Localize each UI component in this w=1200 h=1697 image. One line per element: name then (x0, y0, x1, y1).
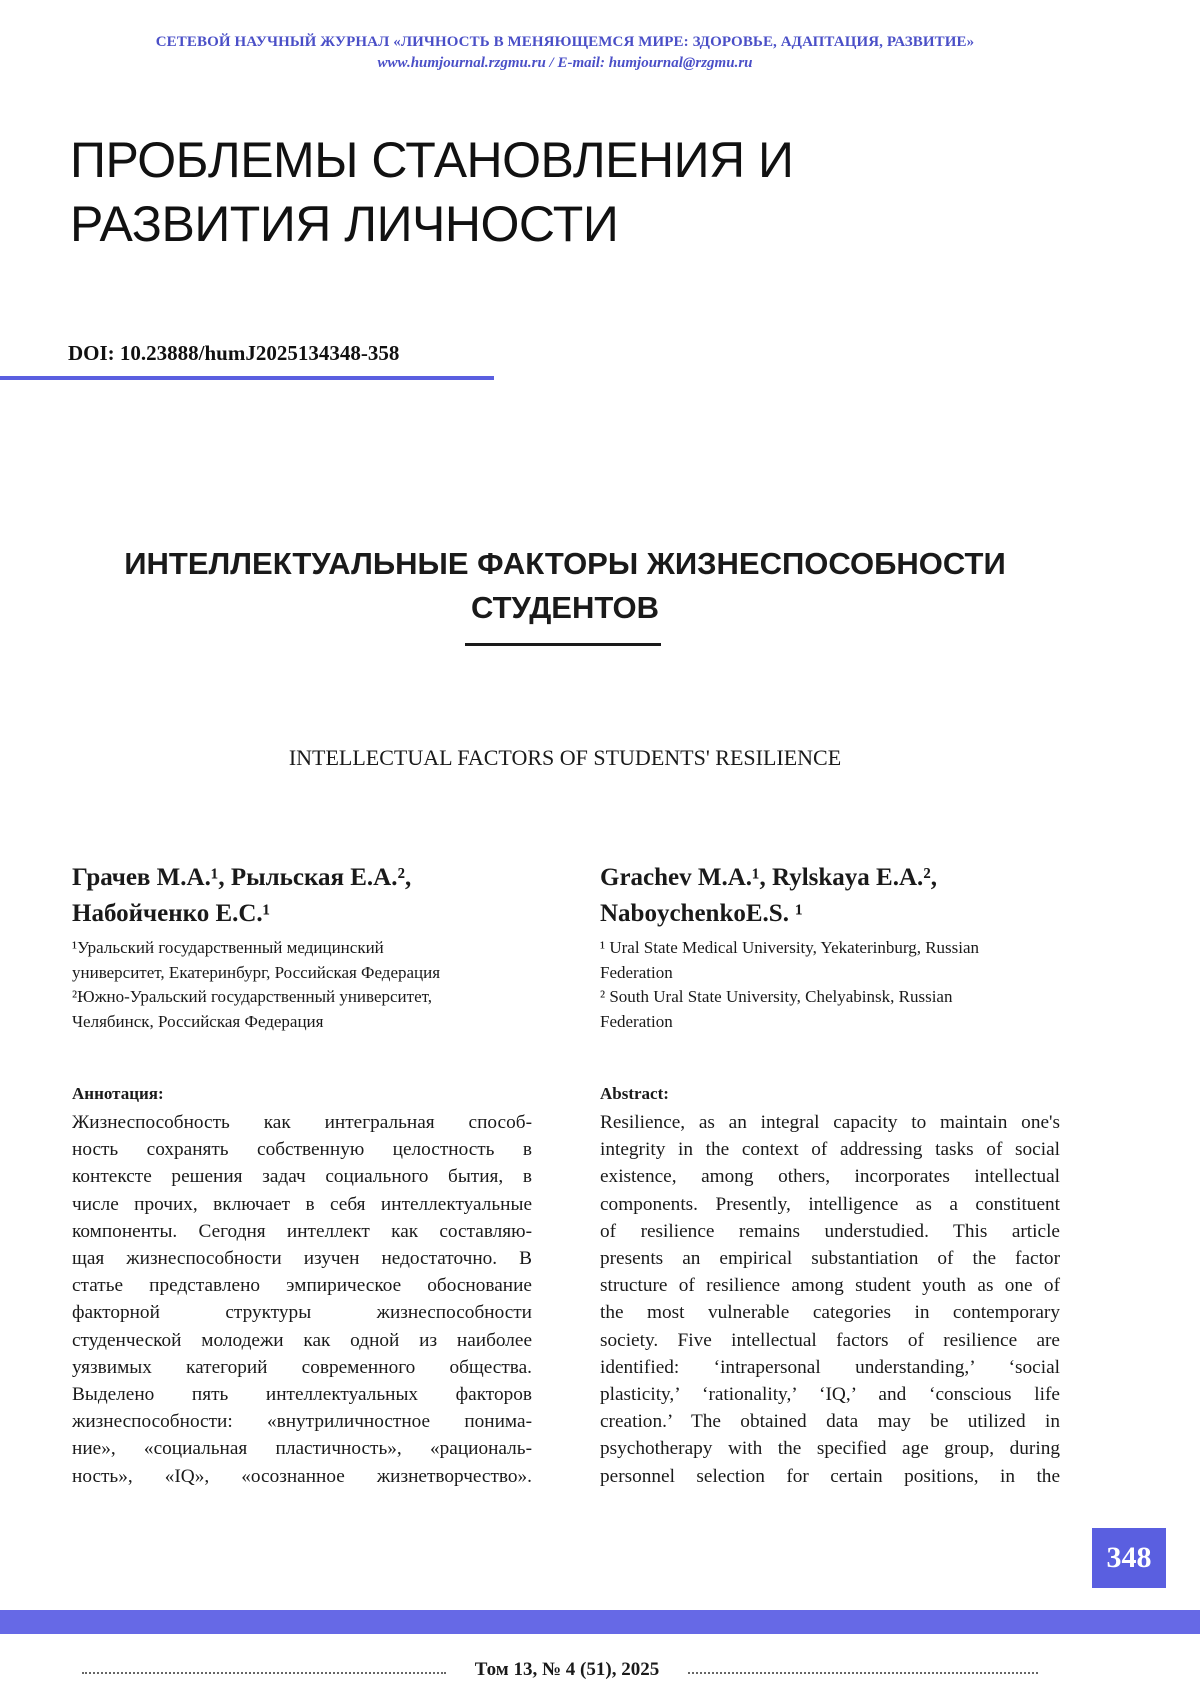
abstract-en-line: personnel selection for certain positions, in the (600, 1465, 1060, 1487)
footer-band (0, 1610, 1200, 1634)
abstract-ru-body (72, 1109, 532, 1490)
abstract-en-heading: Abstract: (600, 1084, 669, 1103)
authors-ru (72, 860, 532, 932)
authors-en-block (600, 860, 1060, 1034)
title-divider (465, 643, 661, 646)
doi[interactable]: DOI: 10.23888/humJ2025134348-358 (68, 341, 400, 365)
affiliation-line: Federation (600, 1011, 673, 1031)
article-title (60, 542, 1070, 630)
journal-title: СЕТЕВОЙ НАУЧНЫЙ ЖУРНАЛ «ЛИЧНОСТЬ В МЕНЯЮЩЕМСЯ МИРЕ: ЗДОРОВЬЕ, АДАПТАЦИЯ, РАЗВИТИЕ» (155, 34, 975, 50)
abstract-en-line: integrity in the context of addressing tasks of social (600, 1139, 1060, 1161)
section-title-line: РАЗВИТИЯ ЛИЧНОСТИ (70, 196, 619, 252)
affiliation-line: ²Южно-Уральский государственный университет, (72, 987, 433, 1006)
section-title (70, 128, 970, 256)
abstract-en-line: society. Five intellectual factors of resilience are (600, 1329, 1060, 1351)
abstract-ru-line: статье представлено эмпирическое обоснование (72, 1275, 532, 1297)
abstract-ru-line: ние», «социальная пластичность», «рациональ- (72, 1438, 532, 1460)
abstract-en-line: the most vulnerable categories in contemporary (600, 1302, 1060, 1324)
section-title-line: ПРОБЛЕМЫ СТАНОВЛЕНИЯ И (70, 132, 794, 188)
abstract-ru-line: ность сохранять собственную целостность в (72, 1139, 532, 1161)
affiliation-line: университет, Екатеринбург, Российская Федерация (72, 962, 441, 982)
abstract-en-line: creation.’ The obtained data may be utilized in (600, 1411, 1060, 1433)
abstract-en-line: structure of resilience among student youth as one of (600, 1275, 1060, 1297)
affiliation-line: Federation (600, 962, 673, 982)
abstract-ru-line: Жизнеспособность как интегральная способ- (72, 1112, 532, 1133)
english-title: INTELLECTUAL FACTORS OF STUDENTS' RESILIENCE (288, 745, 842, 770)
abstract-en-line: plasticity,’ ‘rationality,’ ‘IQ,’ and ‘conscious life (600, 1384, 1060, 1406)
authors-en-line: Grachev M.A.¹, Rylskaya E.A.², (600, 864, 938, 891)
article-title-line: ИНТЕЛЛЕКТУАЛЬНЫЕ ФАКТОРЫ ЖИЗНЕСПОСОБНОСТИ (124, 546, 1006, 581)
affiliations-en (600, 936, 1060, 1034)
affiliations-ru (72, 936, 532, 1034)
abstract-en-line: components. Presently, intelligence as a constituent (600, 1193, 1060, 1215)
affiliation-line: ¹Уральский государственный медицинский (72, 938, 384, 957)
abstract-ru-line: Выделено пять интеллектуальных факторов (72, 1384, 532, 1406)
affiliation-line: ² South Ural State University, Chelyabinsk, Russian (600, 987, 953, 1006)
abstract-ru-line: ность», «IQ», «осознанное жизнетворчество». (72, 1465, 532, 1487)
journal-contacts[interactable]: www.humjournal.rzgmu.ru / E-mail: humjournal@rzgmu.ru (377, 55, 753, 71)
authors-ru-line: Грачев М.А.¹, Рыльская Е.А.², (72, 864, 412, 891)
abstract-ru-line: щая жизнеспособности изучен недостаточно. В (72, 1248, 532, 1270)
article-title-line: СТУДЕНТОВ (470, 590, 660, 625)
authors-en-line: NaboychenkoE.S. ¹ (600, 900, 803, 927)
authors-ru-line: Набойченко Е.С.¹ (72, 900, 271, 927)
abstract-ru-heading: Аннотация: (72, 1084, 164, 1103)
affiliation-line: Челябинск, Российская Федерация (72, 1011, 324, 1031)
abstract-ru-line: числе прочих, включает в себя интеллектуальные (72, 1193, 532, 1215)
abstract-ru-line: жизнеспособности: «внутриличностное понима- (72, 1411, 532, 1433)
abstract-ru-line: компоненты. Сегодня интеллект как составляю- (72, 1220, 532, 1242)
abstract-en-line: of resilience remains understudied. This article (600, 1220, 1060, 1242)
abstract-en-line: existence, among others, incorporates intellectual (600, 1166, 1060, 1188)
footer-dotted-line-left (82, 1672, 446, 1674)
abstract-en-line: presents an empirical substantiation of the factor (600, 1248, 1060, 1270)
abstract-en-body (600, 1109, 1060, 1490)
issue-info: Том 13, № 4 (51), 2025 (474, 1659, 660, 1680)
abstract-ru-line: факторной структуры жизнеспособности (72, 1302, 532, 1324)
authors-ru-block (72, 860, 532, 1034)
abstract-ru-line: контексте решения задач социального бытия, в (72, 1166, 532, 1188)
abstract-ru-line: студенческой молодежи как одной из наиболее (72, 1329, 532, 1351)
abstract-en-line: psychotherapy with the specified age group, during (600, 1438, 1060, 1460)
doi-underline (0, 376, 494, 380)
authors-en (600, 860, 1060, 932)
abstract-en-line: identified: ‘intrapersonal understanding,’ ‘social (600, 1356, 1060, 1378)
footer-dotted-line-right (688, 1672, 1038, 1674)
abstract-ru-line: уязвимых категорий современного общества. (72, 1356, 532, 1378)
abstract-en-line: Resilience, as an integral capacity to maintain one's (600, 1112, 1060, 1133)
affiliation-line: ¹ Ural State Medical University, Yekaterinburg, Russian (600, 938, 980, 957)
page-number-badge: 348 (1092, 1528, 1166, 1588)
